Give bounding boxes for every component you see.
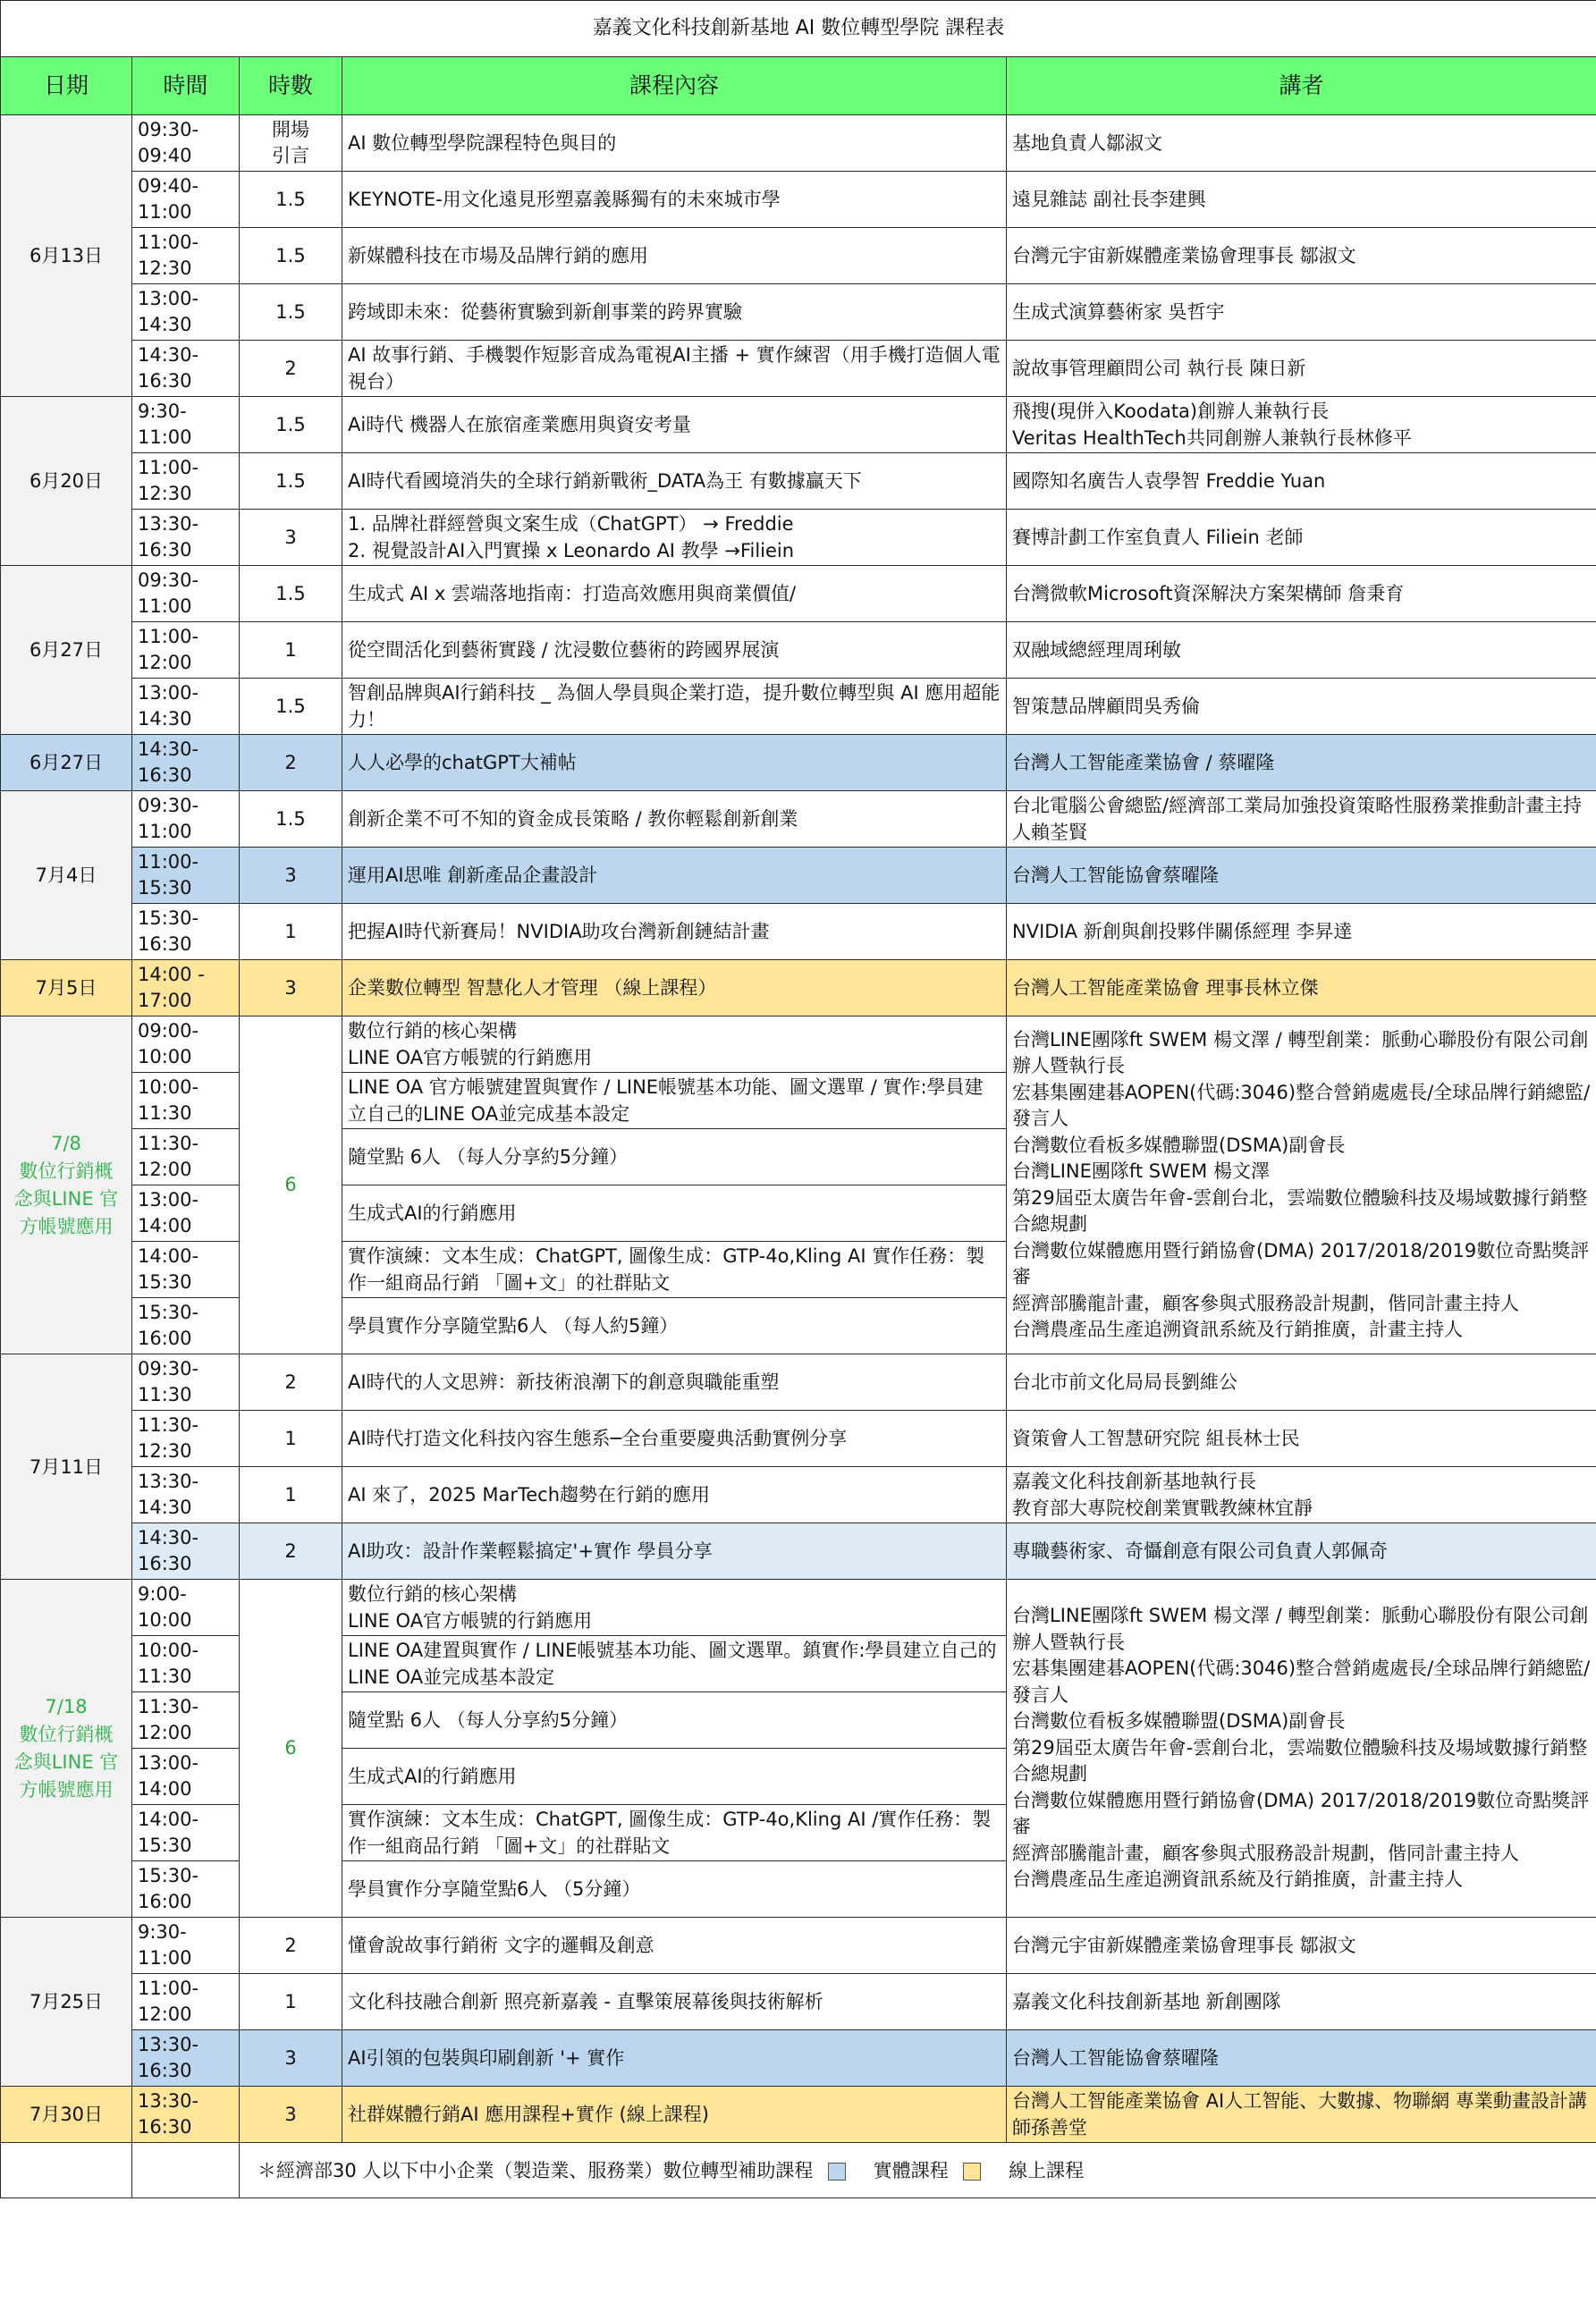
table-row bbox=[1, 1017, 1596, 1073]
date-cell: 7月25日 bbox=[1, 1918, 132, 2087]
content-cell: 學員實作分享隨堂點6人 （5分鐘） bbox=[342, 1861, 1007, 1918]
hours-cell: 1 bbox=[240, 1411, 342, 1467]
speaker-cell: 台灣微軟Microsoft資深解決方案架構師 詹秉育 bbox=[1007, 566, 1596, 622]
time-cell: 14:30- 16:30 bbox=[132, 341, 240, 397]
time-cell: 11:00- 12:30 bbox=[132, 453, 240, 510]
content-cell: KEYNOTE-用文化遠見形塑嘉義縣獨有的未來城市學 bbox=[342, 172, 1007, 228]
table-row bbox=[1, 1974, 1596, 2030]
legend-physical-label: 實體課程 bbox=[873, 2159, 949, 2181]
date-cell: 7月30日 bbox=[1, 2087, 132, 2143]
time-cell: 15:30- 16:00 bbox=[132, 1298, 240, 1354]
table-row bbox=[1, 679, 1596, 735]
content-cell: 1. 品牌社群經營與文案生成（ChatGPT） → Freddie 2. 視覺設計AI入門實操 x Leonardo AI 教學 →Filiein bbox=[342, 510, 1007, 566]
header-hours: 時數 bbox=[240, 57, 342, 115]
legend-cell bbox=[240, 2143, 1596, 2198]
table-row-online bbox=[1, 2087, 1596, 2143]
time-cell: 09:30- 11:30 bbox=[132, 1354, 240, 1411]
speaker-cell: 嘉義文化科技創新基地 新創團隊 bbox=[1007, 1974, 1596, 2030]
table-row bbox=[1, 284, 1596, 341]
legend-online-swatch bbox=[963, 2163, 981, 2181]
speaker-cell: 台灣LINE團隊ft SWEM 楊文澤 / 轉型創業：脈動心聯股份有限公司創辦人暨執行長 宏碁集團建碁AOPEN(代碼:3046)整合營銷處處長/全球品牌行銷總監/發言人 台灣數位看板多媒體聯盟(DSMA)副會長 台灣LINE團隊ft SWEM 楊文澤 第29屆亞太廣告年會-雲創台北，雲端數位體驗科技及場域數據行銷整合總規劃 台灣數位媒體應用暨行銷協會(DMA) 2017/2018/2019數位奇點獎評審 經濟部騰龍計畫，顧客參與式服務設計規劃，偕同計畫主持人 台灣農產品生產追溯資訊系統及行銷推廣，計畫主持人 bbox=[1007, 1017, 1596, 1354]
legend-physical-swatch bbox=[828, 2163, 846, 2181]
time-cell: 11:30- 12:00 bbox=[132, 1129, 240, 1185]
content-cell: 數位行銷的核心架構 LINE OA官方帳號的行銷應用 bbox=[342, 1017, 1007, 1073]
hours-cell: 6 bbox=[240, 1580, 342, 1918]
speaker-cell: 台灣人工智能產業協會 理事長林立傑 bbox=[1007, 960, 1596, 1017]
table-row bbox=[1, 791, 1596, 848]
content-cell: AI時代看國境消失的全球行銷新戰術_DATA為王 有數據贏天下 bbox=[342, 453, 1007, 510]
date-cell: 6月13日 bbox=[1, 115, 132, 397]
date-cell: 6月27日 bbox=[1, 566, 132, 735]
table-row bbox=[1, 1918, 1596, 1974]
hours-cell: 2 bbox=[240, 1354, 342, 1411]
time-cell: 14:00 - 17:00 bbox=[132, 960, 240, 1017]
hours-cell: 3 bbox=[240, 510, 342, 566]
table-row bbox=[1, 904, 1596, 960]
legend-online-label: 線上課程 bbox=[1009, 2159, 1085, 2181]
content-cell: 企業數位轉型 智慧化人才管理 （線上課程） bbox=[342, 960, 1007, 1017]
time-cell: 9:30- 11:00 bbox=[132, 397, 240, 453]
table-row-online bbox=[1, 960, 1596, 1017]
speaker-cell: 資策會人工智慧研究院 組長林士民 bbox=[1007, 1411, 1596, 1467]
table-row bbox=[1, 397, 1596, 453]
header-date: 日期 bbox=[1, 57, 132, 115]
speaker-cell: 國際知名廣告人袁學智 Freddie Yuan bbox=[1007, 453, 1596, 510]
time-cell: 13:30- 16:30 bbox=[132, 2030, 240, 2087]
hours-cell: 3 bbox=[240, 2087, 342, 2143]
time-cell: 11:00- 12:00 bbox=[132, 1974, 240, 2030]
speaker-cell: 嘉義文化科技創新基地執行長 教育部大專院校創業實戰教練林宜靜 bbox=[1007, 1467, 1596, 1523]
speaker-cell: 台灣人工智能協會蔡曜隆 bbox=[1007, 2030, 1596, 2087]
speaker-cell: 台灣LINE團隊ft SWEM 楊文澤 / 轉型創業：脈動心聯股份有限公司創辦人暨執行長 宏碁集團建碁AOPEN(代碼:3046)整合營銷處處長/全球品牌行銷總監/發言人 台灣數位看板多媒體聯盟(DSMA)副會長 第29屆亞太廣告年會-雲創台北，雲端數位體驗科技及場域數據行銷整合總規劃 台灣數位媒體應用暨行銷協會(DMA) 2017/2018/2019數位奇點獎評審 經濟部騰龍計畫，顧客參與式服務設計規劃，偕同計畫主持人 台灣農產品生產追溯資訊系統及行銷推廣，計畫主持人 bbox=[1007, 1580, 1596, 1918]
time-cell: 14:00- 15:30 bbox=[132, 1805, 240, 1861]
table-row bbox=[1, 510, 1596, 566]
content-cell: 隨堂點 6人 （每人分享約5分鐘） bbox=[342, 1129, 1007, 1185]
legend-row bbox=[1, 2143, 1596, 2198]
time-cell: 11:00- 15:30 bbox=[132, 848, 240, 904]
time-cell: 13:00- 14:30 bbox=[132, 284, 240, 341]
table-row-physical bbox=[1, 848, 1596, 904]
speaker-cell: 生成式演算藝術家 吳哲宇 bbox=[1007, 284, 1596, 341]
hours-cell: 3 bbox=[240, 960, 342, 1017]
time-cell: 13:30- 16:30 bbox=[132, 2087, 240, 2143]
time-cell: 15:30- 16:30 bbox=[132, 904, 240, 960]
speaker-cell: 台灣人工智能產業協會 / 蔡曜隆 bbox=[1007, 735, 1596, 791]
date-cell: 7月11日 bbox=[1, 1354, 132, 1580]
time-cell: 10:00- 11:30 bbox=[132, 1636, 240, 1692]
table-row bbox=[1, 453, 1596, 510]
content-cell: 學員實作分享隨堂點6人 （每人約5鐘） bbox=[342, 1298, 1007, 1354]
speaker-cell: 台北電腦公會總監/經濟部工業局加強投資策略性服務業推動計畫主持人賴荃賢 bbox=[1007, 791, 1596, 848]
hours-cell: 3 bbox=[240, 848, 342, 904]
content-cell: AI引領的包裝與印刷創新 '+ 實作 bbox=[342, 2030, 1007, 2087]
time-cell: 09:00- 10:00 bbox=[132, 1017, 240, 1073]
content-cell: Ai時代 機器人在旅宿產業應用與資安考量 bbox=[342, 397, 1007, 453]
date-cell: 6月27日 bbox=[1, 735, 132, 791]
time-cell: 14:30- 16:30 bbox=[132, 1523, 240, 1580]
content-cell: 實作演練：文本生成：ChatGPT, 圖像生成：GTP-4o,Kling AI /實作任務：製作一組商品行銷 「圖+文」的社群貼文 bbox=[342, 1805, 1007, 1861]
date-cell: 7月4日 bbox=[1, 791, 132, 960]
date-cell: 6月20日 bbox=[1, 397, 132, 566]
table-row bbox=[1, 228, 1596, 284]
hours-cell: 1 bbox=[240, 904, 342, 960]
content-cell: AI助攻：設計作業輕鬆搞定'+實作 學員分享 bbox=[342, 1523, 1007, 1580]
legend-note: ＊經濟部30 人以下中小企業（製造業、服務業）數位轉型補助課程 bbox=[258, 2159, 814, 2181]
speaker-cell: 專職藝術家、奇懾創意有限公司負責人郭佩奇 bbox=[1007, 1523, 1596, 1580]
time-cell: 11:00- 12:00 bbox=[132, 622, 240, 679]
speaker-cell: 台灣人工智能協會蔡曜隆 bbox=[1007, 848, 1596, 904]
header-content: 課程內容 bbox=[342, 57, 1007, 115]
table-row bbox=[1, 622, 1596, 679]
hours-cell: 1 bbox=[240, 622, 342, 679]
content-cell: 實作演練：文本生成：ChatGPT, 圖像生成：GTP-4o,Kling AI 實作任務：製作一組商品行銷 「圖+文」的社群貼文 bbox=[342, 1242, 1007, 1298]
time-cell: 14:30- 16:30 bbox=[132, 735, 240, 791]
table-row bbox=[1, 1580, 1596, 1636]
time-cell: 09:30- 11:00 bbox=[132, 566, 240, 622]
speaker-cell: 飛搜(現併入Koodata)創辦人兼執行長 Veritas HealthTech共同創辦人兼執行長林修平 bbox=[1007, 397, 1596, 453]
time-cell: 9:30-11:00 bbox=[132, 1918, 240, 1974]
content-cell: 生成式 AI x 雲端落地指南：打造高效應用與商業價值/ bbox=[342, 566, 1007, 622]
hours-cell: 1.5 bbox=[240, 453, 342, 510]
table-row bbox=[1, 566, 1596, 622]
hours-cell: 1.5 bbox=[240, 284, 342, 341]
speaker-cell: 台灣人工智能產業協會 AI人工智能、大數據、物聯網 專業動畫設計講師孫善堂 bbox=[1007, 2087, 1596, 2143]
speaker-cell: 双融域總經理周琍敏 bbox=[1007, 622, 1596, 679]
hours-cell: 2 bbox=[240, 735, 342, 791]
hours-cell: 2 bbox=[240, 1918, 342, 1974]
date-cell: 7月5日 bbox=[1, 960, 132, 1017]
hours-cell: 1.5 bbox=[240, 566, 342, 622]
table-row-physical bbox=[1, 2030, 1596, 2087]
time-cell: 13:00- 14:00 bbox=[132, 1749, 240, 1805]
content-cell: LINE OA 官方帳號建置與實作 / LINE帳號基本功能、圖文選單 / 實作:學員建立自己的LINE OA並完成基本設定 bbox=[342, 1073, 1007, 1129]
time-cell: 09:30- 09:40 bbox=[132, 115, 240, 172]
time-cell: 11:30- 12:00 bbox=[132, 1692, 240, 1749]
table-row bbox=[1, 1411, 1596, 1467]
speaker-cell: 台北市前文化局局長劉維公 bbox=[1007, 1354, 1596, 1411]
table-row bbox=[1, 1354, 1596, 1411]
hours-cell: 1.5 bbox=[240, 791, 342, 848]
hours-cell: 1 bbox=[240, 1467, 342, 1523]
content-cell: LINE OA建置與實作 / LINE帳號基本功能、圖文選單。鎮實作:學員建立自己的LINE OA並完成基本設定 bbox=[342, 1636, 1007, 1692]
content-cell: 隨堂點 6人 （每人分享約5分鐘） bbox=[342, 1692, 1007, 1749]
content-cell: 創新企業不可不知的資金成長策略 / 教你輕鬆創新創業 bbox=[342, 791, 1007, 848]
hours-cell: 1 bbox=[240, 1974, 342, 2030]
hours-cell: 1.5 bbox=[240, 679, 342, 735]
content-cell: 智創品牌與AI行銷科技 _ 為個人學員與企業打造，提升數位轉型與 AI 應用超能力！ bbox=[342, 679, 1007, 735]
speaker-cell: 說故事管理顧問公司 執行長 陳日新 bbox=[1007, 341, 1596, 397]
speaker-cell: 遠見雜誌 副社長李建興 bbox=[1007, 172, 1596, 228]
time-cell: 13:00- 14:30 bbox=[132, 679, 240, 735]
content-cell: 跨域即未來：從藝術實驗到新創事業的跨界實驗 bbox=[342, 284, 1007, 341]
hours-cell: 1.5 bbox=[240, 172, 342, 228]
content-cell: 數位行銷的核心架構 LINE OA官方帳號的行銷應用 bbox=[342, 1580, 1007, 1636]
time-cell: 13:30- 14:30 bbox=[132, 1467, 240, 1523]
table-row bbox=[1, 341, 1596, 397]
content-cell: AI時代打造文化科技內容生態系─全台重要慶典活動實例分享 bbox=[342, 1411, 1007, 1467]
content-cell: AI 來了，2025 MarTech趨勢在行銷的應用 bbox=[342, 1467, 1007, 1523]
time-cell: 9:00-10:00 bbox=[132, 1580, 240, 1636]
table-title: 嘉義文化科技創新基地 AI 數位轉型學院 課程表 bbox=[1, 1, 1596, 57]
content-cell: AI 數位轉型學院課程特色與目的 bbox=[342, 115, 1007, 172]
content-cell: 運用AI思唯 創新產品企畫設計 bbox=[342, 848, 1007, 904]
time-cell: 14:00- 15:30 bbox=[132, 1242, 240, 1298]
hours-cell: 1.5 bbox=[240, 397, 342, 453]
speaker-cell: 台灣元宇宙新媒體產業協會理事長 鄒淑文 bbox=[1007, 1918, 1596, 1974]
speaker-cell: 台灣元宇宙新媒體產業協會理事長 鄒淑文 bbox=[1007, 228, 1596, 284]
hours-cell: 1.5 bbox=[240, 228, 342, 284]
content-cell: AI時代的人文思辨：新技術浪潮下的創意與職能重塑 bbox=[342, 1354, 1007, 1411]
content-cell: 把握AI時代新賽局！NVIDIA助攻台灣新創鏈結計畫 bbox=[342, 904, 1007, 960]
time-cell: 09:30- 11:00 bbox=[132, 791, 240, 848]
date-cell: 7/8 數位行銷概 念與LINE 官 方帳號應用 bbox=[1, 1017, 132, 1354]
content-cell: AI 故事行銷、手機製作短影音成為電視AI主播 + 實作練習（用手機打造個人電視台） bbox=[342, 341, 1007, 397]
content-cell: 生成式AI的行銷應用 bbox=[342, 1185, 1007, 1242]
hours-cell: 6 bbox=[240, 1017, 342, 1354]
hours-cell: 2 bbox=[240, 1523, 342, 1580]
header-time: 時間 bbox=[132, 57, 240, 115]
time-cell: 10:00- 11:30 bbox=[132, 1073, 240, 1129]
speaker-cell: 賽博計劃工作室負責人 Filiein 老師 bbox=[1007, 510, 1596, 566]
content-cell: 生成式AI的行銷應用 bbox=[342, 1749, 1007, 1805]
hours-cell: 開場 引言 bbox=[240, 115, 342, 172]
hours-cell: 3 bbox=[240, 2030, 342, 2087]
time-cell: 09:40- 11:00 bbox=[132, 172, 240, 228]
time-cell: 13:00- 14:00 bbox=[132, 1185, 240, 1242]
table-row bbox=[1, 172, 1596, 228]
content-cell: 懂會說故事行銷術 文字的邏輯及創意 bbox=[342, 1918, 1007, 1974]
content-cell: 文化科技融合創新 照亮新嘉義 - 直擊策展幕後與技術解析 bbox=[342, 1974, 1007, 2030]
time-cell: 11:00- 12:30 bbox=[132, 228, 240, 284]
table-row bbox=[1, 115, 1596, 172]
content-cell: 人人必學的chatGPT大補帖 bbox=[342, 735, 1007, 791]
time-cell: 15:30- 16:00 bbox=[132, 1861, 240, 1918]
content-cell: 新媒體科技在市場及品牌行銷的應用 bbox=[342, 228, 1007, 284]
table-row-physical bbox=[1, 735, 1596, 791]
speaker-cell: 基地負責人鄒淑文 bbox=[1007, 115, 1596, 172]
date-cell: 7/18 數位行銷概 念與LINE 官 方帳號應用 bbox=[1, 1580, 132, 1918]
header-speaker: 講者 bbox=[1007, 57, 1596, 115]
table-row bbox=[1, 1523, 1596, 1580]
table-row bbox=[1, 1467, 1596, 1523]
time-cell: 11:30- 12:30 bbox=[132, 1411, 240, 1467]
time-cell: 13:30- 16:30 bbox=[132, 510, 240, 566]
speaker-cell: 智策慧品牌顧問吳秀倫 bbox=[1007, 679, 1596, 735]
hours-cell: 2 bbox=[240, 341, 342, 397]
content-cell: 社群媒體行銷AI 應用課程+實作 (線上課程) bbox=[342, 2087, 1007, 2143]
content-cell: 從空間活化到藝術實踐 / 沈浸數位藝術的跨國界展演 bbox=[342, 622, 1007, 679]
speaker-cell: NVIDIA 新創與創投夥伴關係經理 李昇達 bbox=[1007, 904, 1596, 960]
